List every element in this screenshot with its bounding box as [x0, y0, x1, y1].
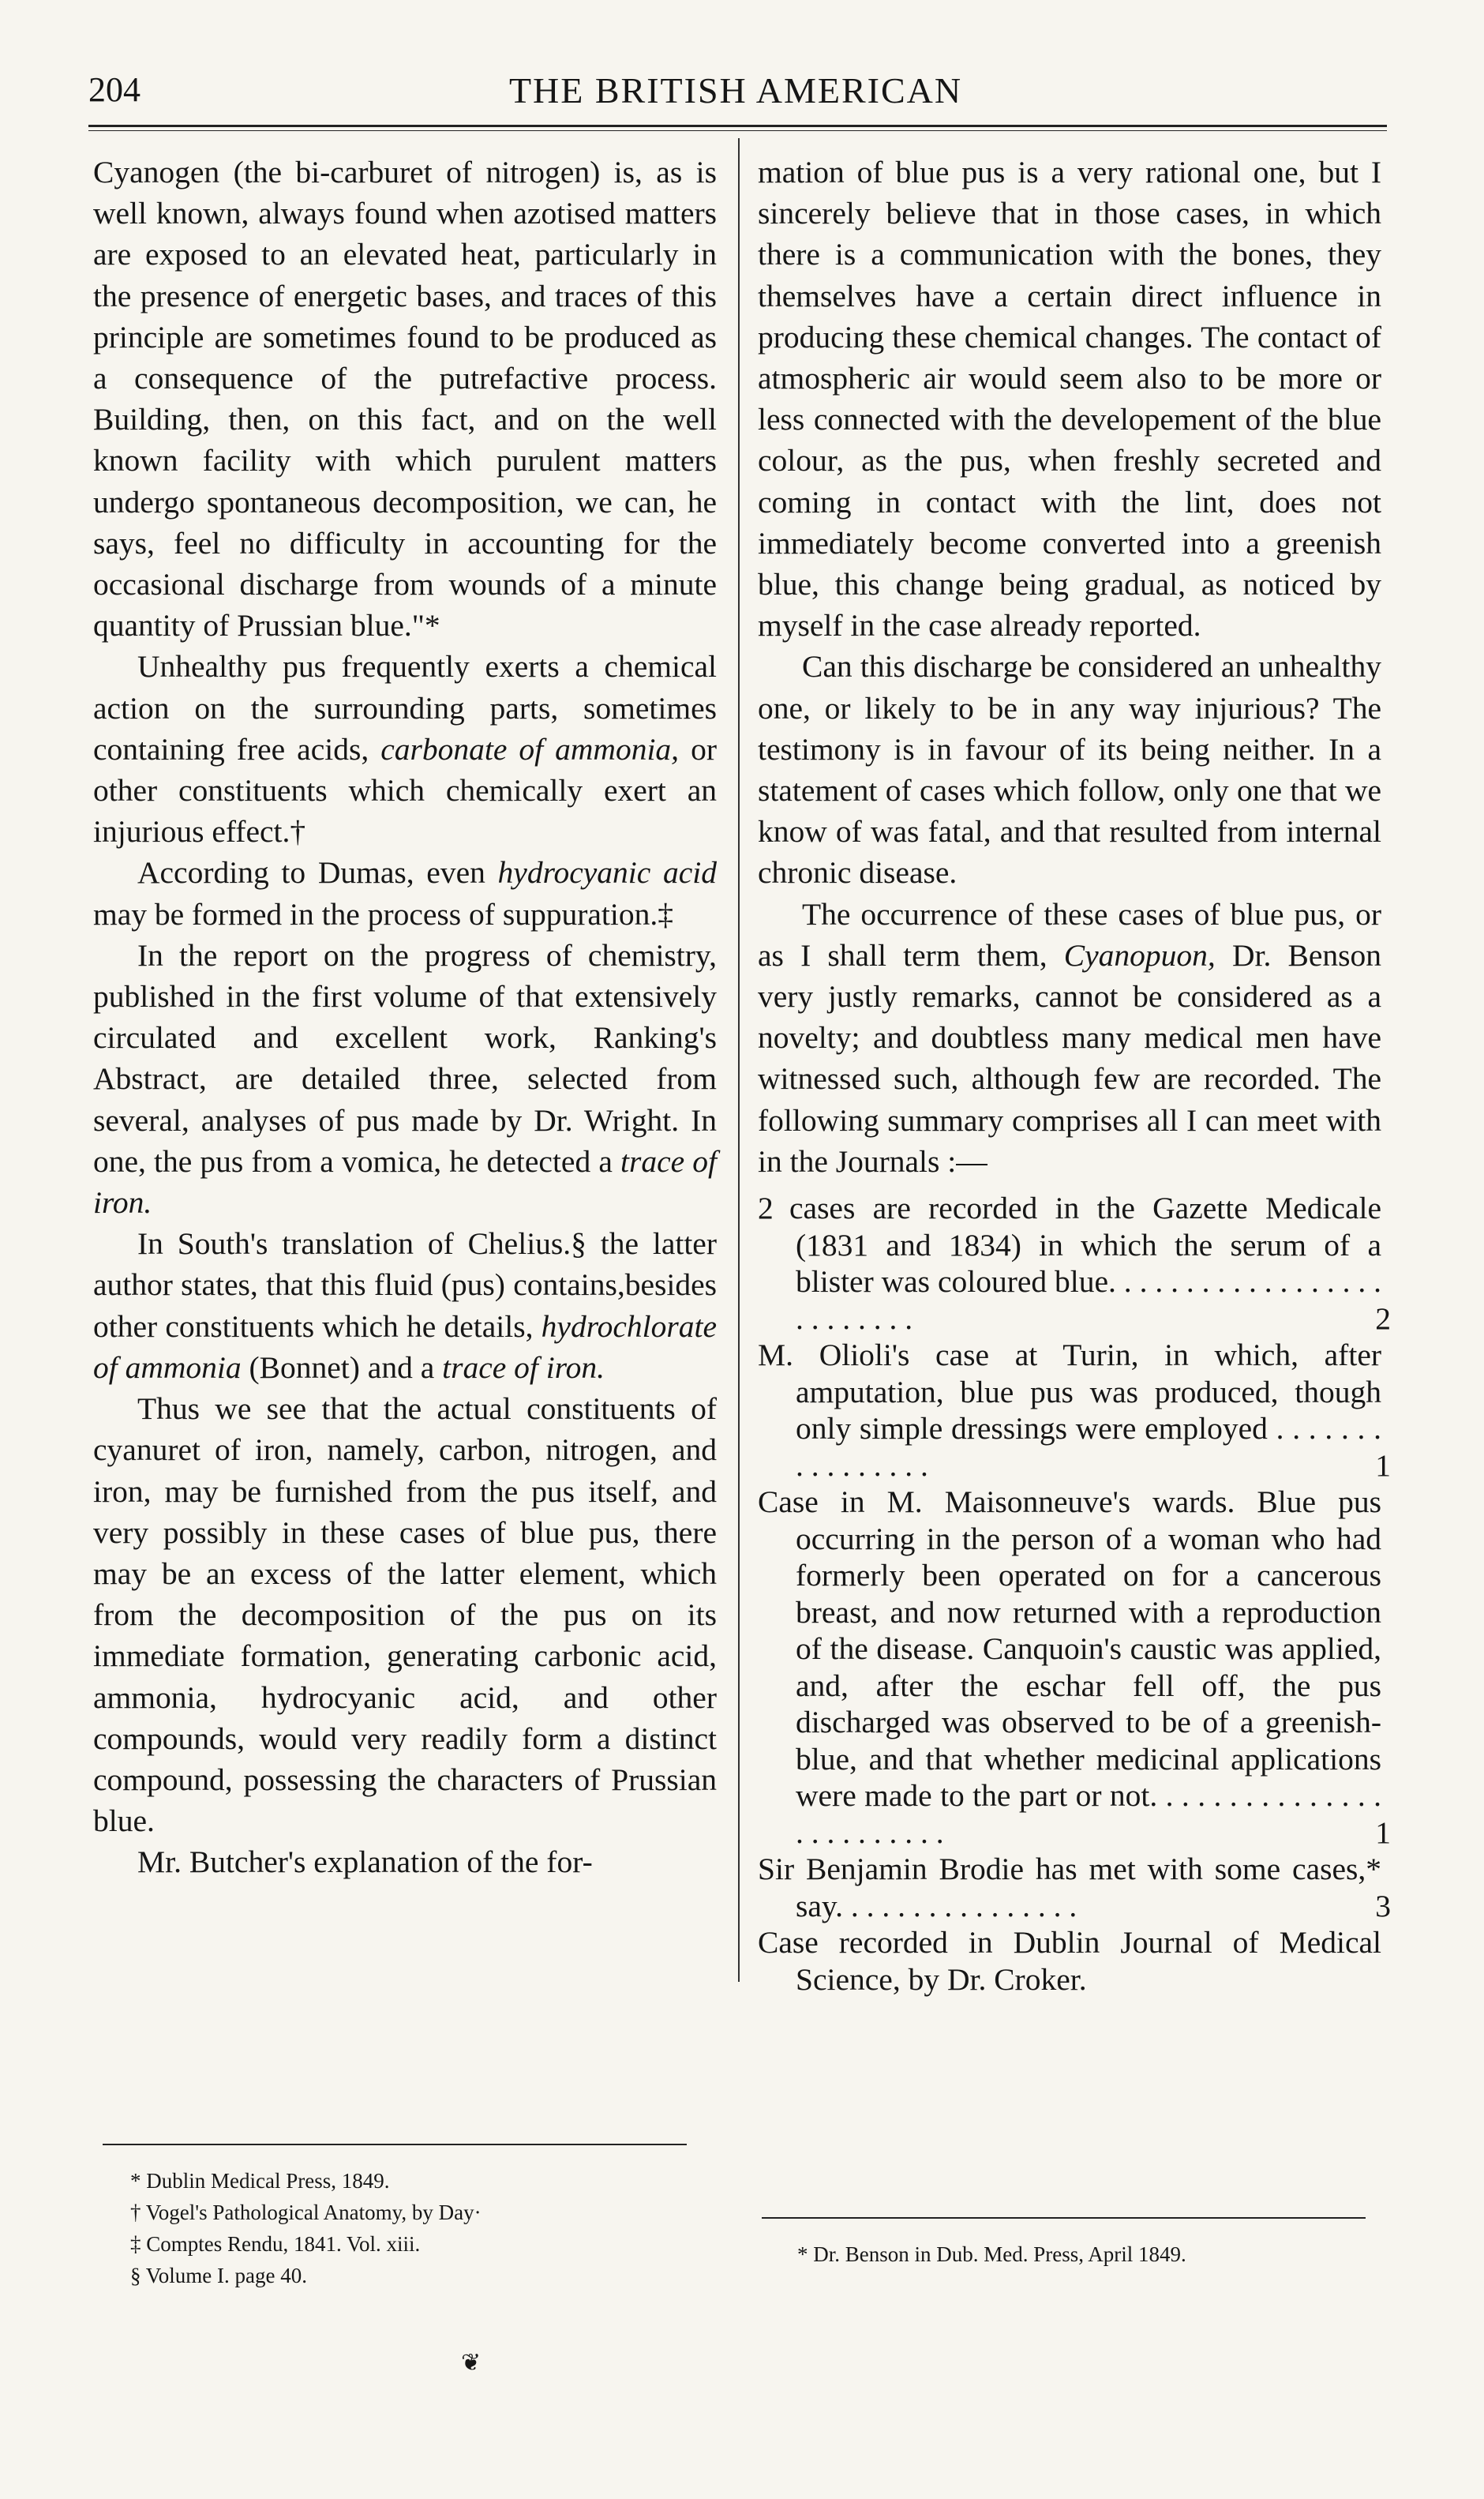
page-number: 204	[88, 70, 141, 109]
header-rule-thin	[88, 130, 1387, 131]
paragraph	[758, 894, 1381, 1182]
header-rule	[88, 125, 1387, 127]
paragraph-text: Mr. Butcher's explanation of the for-	[137, 1844, 593, 1880]
paragraph	[758, 646, 1381, 893]
summary-entry	[758, 1484, 1391, 1851]
italic-term: trace of iron.	[93, 1143, 717, 1221]
italic-term: hydrochlorate of ammonia	[93, 1308, 717, 1385]
left-column	[93, 152, 717, 1883]
right-column	[758, 152, 1391, 1998]
summary-entry	[758, 1924, 1381, 1998]
paragraph-text: Can this discharge be considered an unhealthy one, or likely to be in any way injurious? The testimony is in favour of its being neither. In a statement of cases which follow, only one that we know of was fatal, and that resulted from internal chronic disease.	[758, 649, 1381, 891]
footnote-rule	[103, 2144, 687, 2145]
paragraph	[758, 152, 1381, 646]
footnote-rule	[762, 2217, 1366, 2219]
entry-count: 3	[1375, 1888, 1391, 1923]
italic-term: hydrocyanic acid	[497, 855, 717, 891]
paragraph	[93, 935, 717, 1223]
entry-count: 1	[1375, 1814, 1391, 1850]
paragraph-text: In South's translation of Chelius.§ the latter author states, that this fluid (pus) contains,besides other constituents which he details,	[93, 1226, 717, 1344]
paragraph-text: (Bonnet) and a	[241, 1349, 443, 1385]
entry-count: 1	[1375, 1447, 1391, 1483]
footnote: ‡ Comptes Rendu, 1841. Vol. xiii.	[130, 2232, 421, 2256]
entry-lead: 2	[758, 1191, 774, 1226]
footnote: † Vogel's Pathological Anatomy, by Day·	[130, 2201, 482, 2224]
footnote: * Dr. Benson in Dub. Med. Press, April 1849.	[797, 2242, 1186, 2266]
paragraph-text: Cyanogen (the bi-carburet of nitrogen) is, as is well known, always found when azotised matters are exposed to an elevated heat, particularly in the presence of energetic bases, and traces of this principle are sometimes found to be produced as a consequence of the putrefactive process. Building, then, on this fact, and on the well known facility with which purulent matters undergo spontaneous decomposition, we can, he says, feel no difficulty in accounting for the occasional discharge from wounds of a minute quantity of Prussian blue."*	[93, 155, 717, 644]
entry-text: Case recorded in Dublin Journal of Medical Science, by Dr. Croker.	[758, 1925, 1381, 1997]
right-footnotes	[797, 2238, 1186, 2270]
footnote: * Dublin Medical Press, 1849.	[130, 2169, 390, 2193]
paragraph-text: or other constituents which chemically exert an injurious effect.†	[93, 731, 717, 850]
summary-entry	[758, 1190, 1391, 1337]
summary-entry	[758, 1851, 1391, 1924]
paragraph-text: Dr. Benson very justly remarks, cannot be considered as a novelty; and doubtless many medical men have witnessed such, although few are recorded. The following summary comprises all I can meet with in the Journals :—	[758, 937, 1381, 1179]
paragraph-text: Unhealthy pus frequently exerts a chemical action on the surrounding parts, sometimes containing free acids,	[93, 649, 717, 767]
paragraph	[93, 1388, 717, 1841]
paragraph-text: Thus we see that the actual constituents of cyanuret of iron, namely, carbon, nitrogen, and iron, may be furnished from the pus itself, and very possibly in these cases of blue pus, there may be an excess of the latter element, which from the decomposition of the pus on its immediate formation, generating carbonic acid, ammonia, hydrocyanic acid, and other compounds, would very readily form a distinct compound, possessing the characters of Prussian blue.	[93, 1391, 717, 1839]
paragraph-text: According to Dumas, even	[137, 855, 498, 891]
entry-text: M. Olioli's case at Turin, in which, after amputation, blue pus was produced, though only simple dressings were employed . . . . . . . . . . . . . . . .	[758, 1338, 1381, 1483]
summary-entry	[758, 1337, 1391, 1484]
ornament-icon: ❦	[461, 2350, 482, 2376]
running-title: THE BRITISH AMERICAN	[508, 70, 963, 111]
column-divider	[738, 138, 740, 1982]
paragraph	[93, 1841, 717, 1882]
entry-count: 2	[1375, 1300, 1391, 1336]
left-footnotes	[130, 2165, 482, 2291]
italic-term: Cyanopuon,	[1063, 937, 1216, 973]
paragraph-text: may be formed in the process of suppuration.‡	[93, 896, 673, 932]
paragraph	[93, 852, 717, 934]
paragraph-text: mation of blue pus is a very rational one, but I sincerely believe that in those cases, in which there is a communication with the bones, they themselves have a certain direct influence in producing these chemical changes. The contact of atmospheric air would seem also to be more or less connected with the developement of the blue colour, as the pus, when freshly secreted and coming in contact with the lint, does not immediately become converted into a greenish blue, this change being gradual, as noticed by myself in the case already reported.	[758, 155, 1381, 644]
paragraph-text: In the report on the progress of chemistry, published in the first volume of that extensively circulated and excellent work, Ranking's Abstract, are detailed three, selected from several, analyses of pus made by Dr. Wright. In one, the pus from a vomica, he detected a	[93, 937, 717, 1179]
paragraph	[93, 1223, 717, 1388]
paragraph	[93, 152, 717, 646]
paragraph-text: The occurrence of these cases of blue pus, or as I shall term them,	[758, 896, 1381, 973]
paragraph	[93, 646, 717, 852]
footnote: § Volume I. page 40.	[130, 2264, 307, 2287]
italic-term: carbonate of ammonia,	[380, 731, 680, 767]
entry-text: Case in M. Maisonneuve's wards. Blue pus occurring in the person of a woman who had formerly been operated on for a cancerous breast, and now returned with a reproduction of the disease. Canquoin's caustic was applied, and, after the eschar fell off, the pus discharged was observed to be of a greenish-blue, and that whether medicinal applications were made to the part or not. . . . . . . . . . . . . . . . . . . . . . . . .	[758, 1484, 1381, 1850]
entry-text: cases are recorded in the Gazette Medicale (1831 and 1834) in which the serum of a blister was coloured blue. . . . . . . . . . . . . . . . . . . . . . . . . .	[789, 1191, 1381, 1336]
running-header	[88, 69, 1383, 117]
italic-term: trace of iron.	[442, 1349, 605, 1385]
entry-text: Sir Benjamin Brodie has met with some cases,* say. . . . . . . . . . . . . . . .	[758, 1852, 1381, 1923]
